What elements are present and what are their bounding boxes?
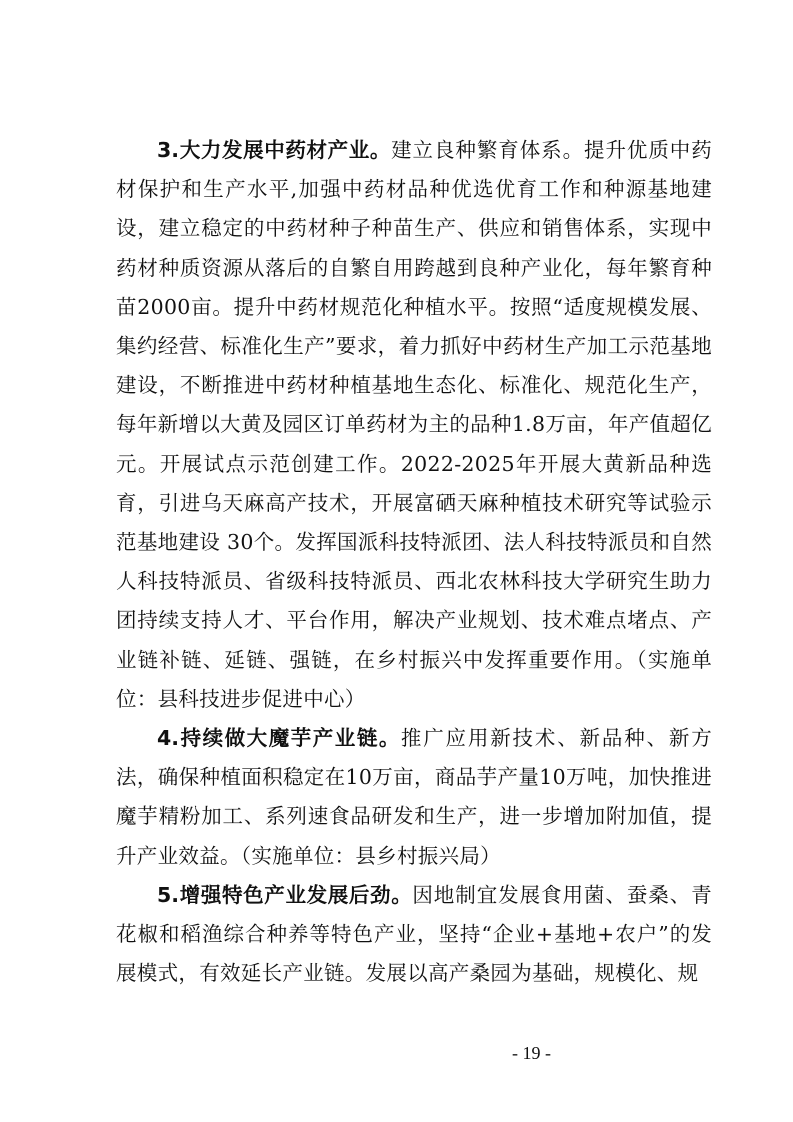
section-heading: 5.增强特色产业发展后劲。 [157, 882, 413, 907]
paragraph-konjac [116, 719, 712, 876]
section-heading: 4.持续做大魔芋产业链。 [157, 726, 401, 751]
paragraph-text: 因地制宜发展食用菌、蚕桑、青花椒和稻渔综合种养等特色产业，坚持“企业+基地+农户”的发展模式，有效延长产业链。发展以高产桑园为基础，规模化、规 [116, 882, 712, 986]
paragraph-text: 建立良种繁育体系。提升优质中药材保护和生产水平,加强中药材品种优选优育工作和种源基地建设，建立稳定的中药材种子种苗生产、供应和销售体系，实现中药材种质资源从落后的自繁自用跨越到良种产业化，每年繁育种苗2000亩。提升中药材规范化种植水平。按照“适度规模发展、集约经营、标准化生产”要求，着力抓好中药材生产加工示范基地建设，不断推进中药材种植基地生态化、标准化、规范化生产，每年新增以大黄及园区订单药材为主的品种1.8万亩，年产值超亿元。开展试点示范创建工作。2022-2025年开展大黄新品种选育，引进乌天麻高产技术，开展富硒天麻种植技术研究等试验示范基地建设 30个。发挥国派科技特派团、法人科技特派员和自然人科技特派员、省级科技特派员、西北农林科技大学研究生助力团持续支持人才、平台作用，解决产业规划、技术难点堵点、产业链补链、延链、强链，在乡村振兴中发挥重要作用。（实施单位：县科技进步促进中心） [116, 138, 713, 711]
paragraph-text: 推广应用新技术、新品种、新方法，确保种植面积稳定在10万亩，商品芋产量10万吨，加快推进魔芋精粉加工、系列速食品研发和生产，进一步增加附加值，提升产业效益。（实施单位：县乡村振兴局） [116, 726, 712, 868]
paragraph-specialty-industry [116, 876, 712, 994]
page-number: - 19 - [512, 1043, 551, 1063]
section-heading: 3.大力发展中药材产业。 [157, 138, 392, 162]
document-body [116, 131, 712, 993]
paragraph-traditional-medicine [116, 131, 712, 719]
